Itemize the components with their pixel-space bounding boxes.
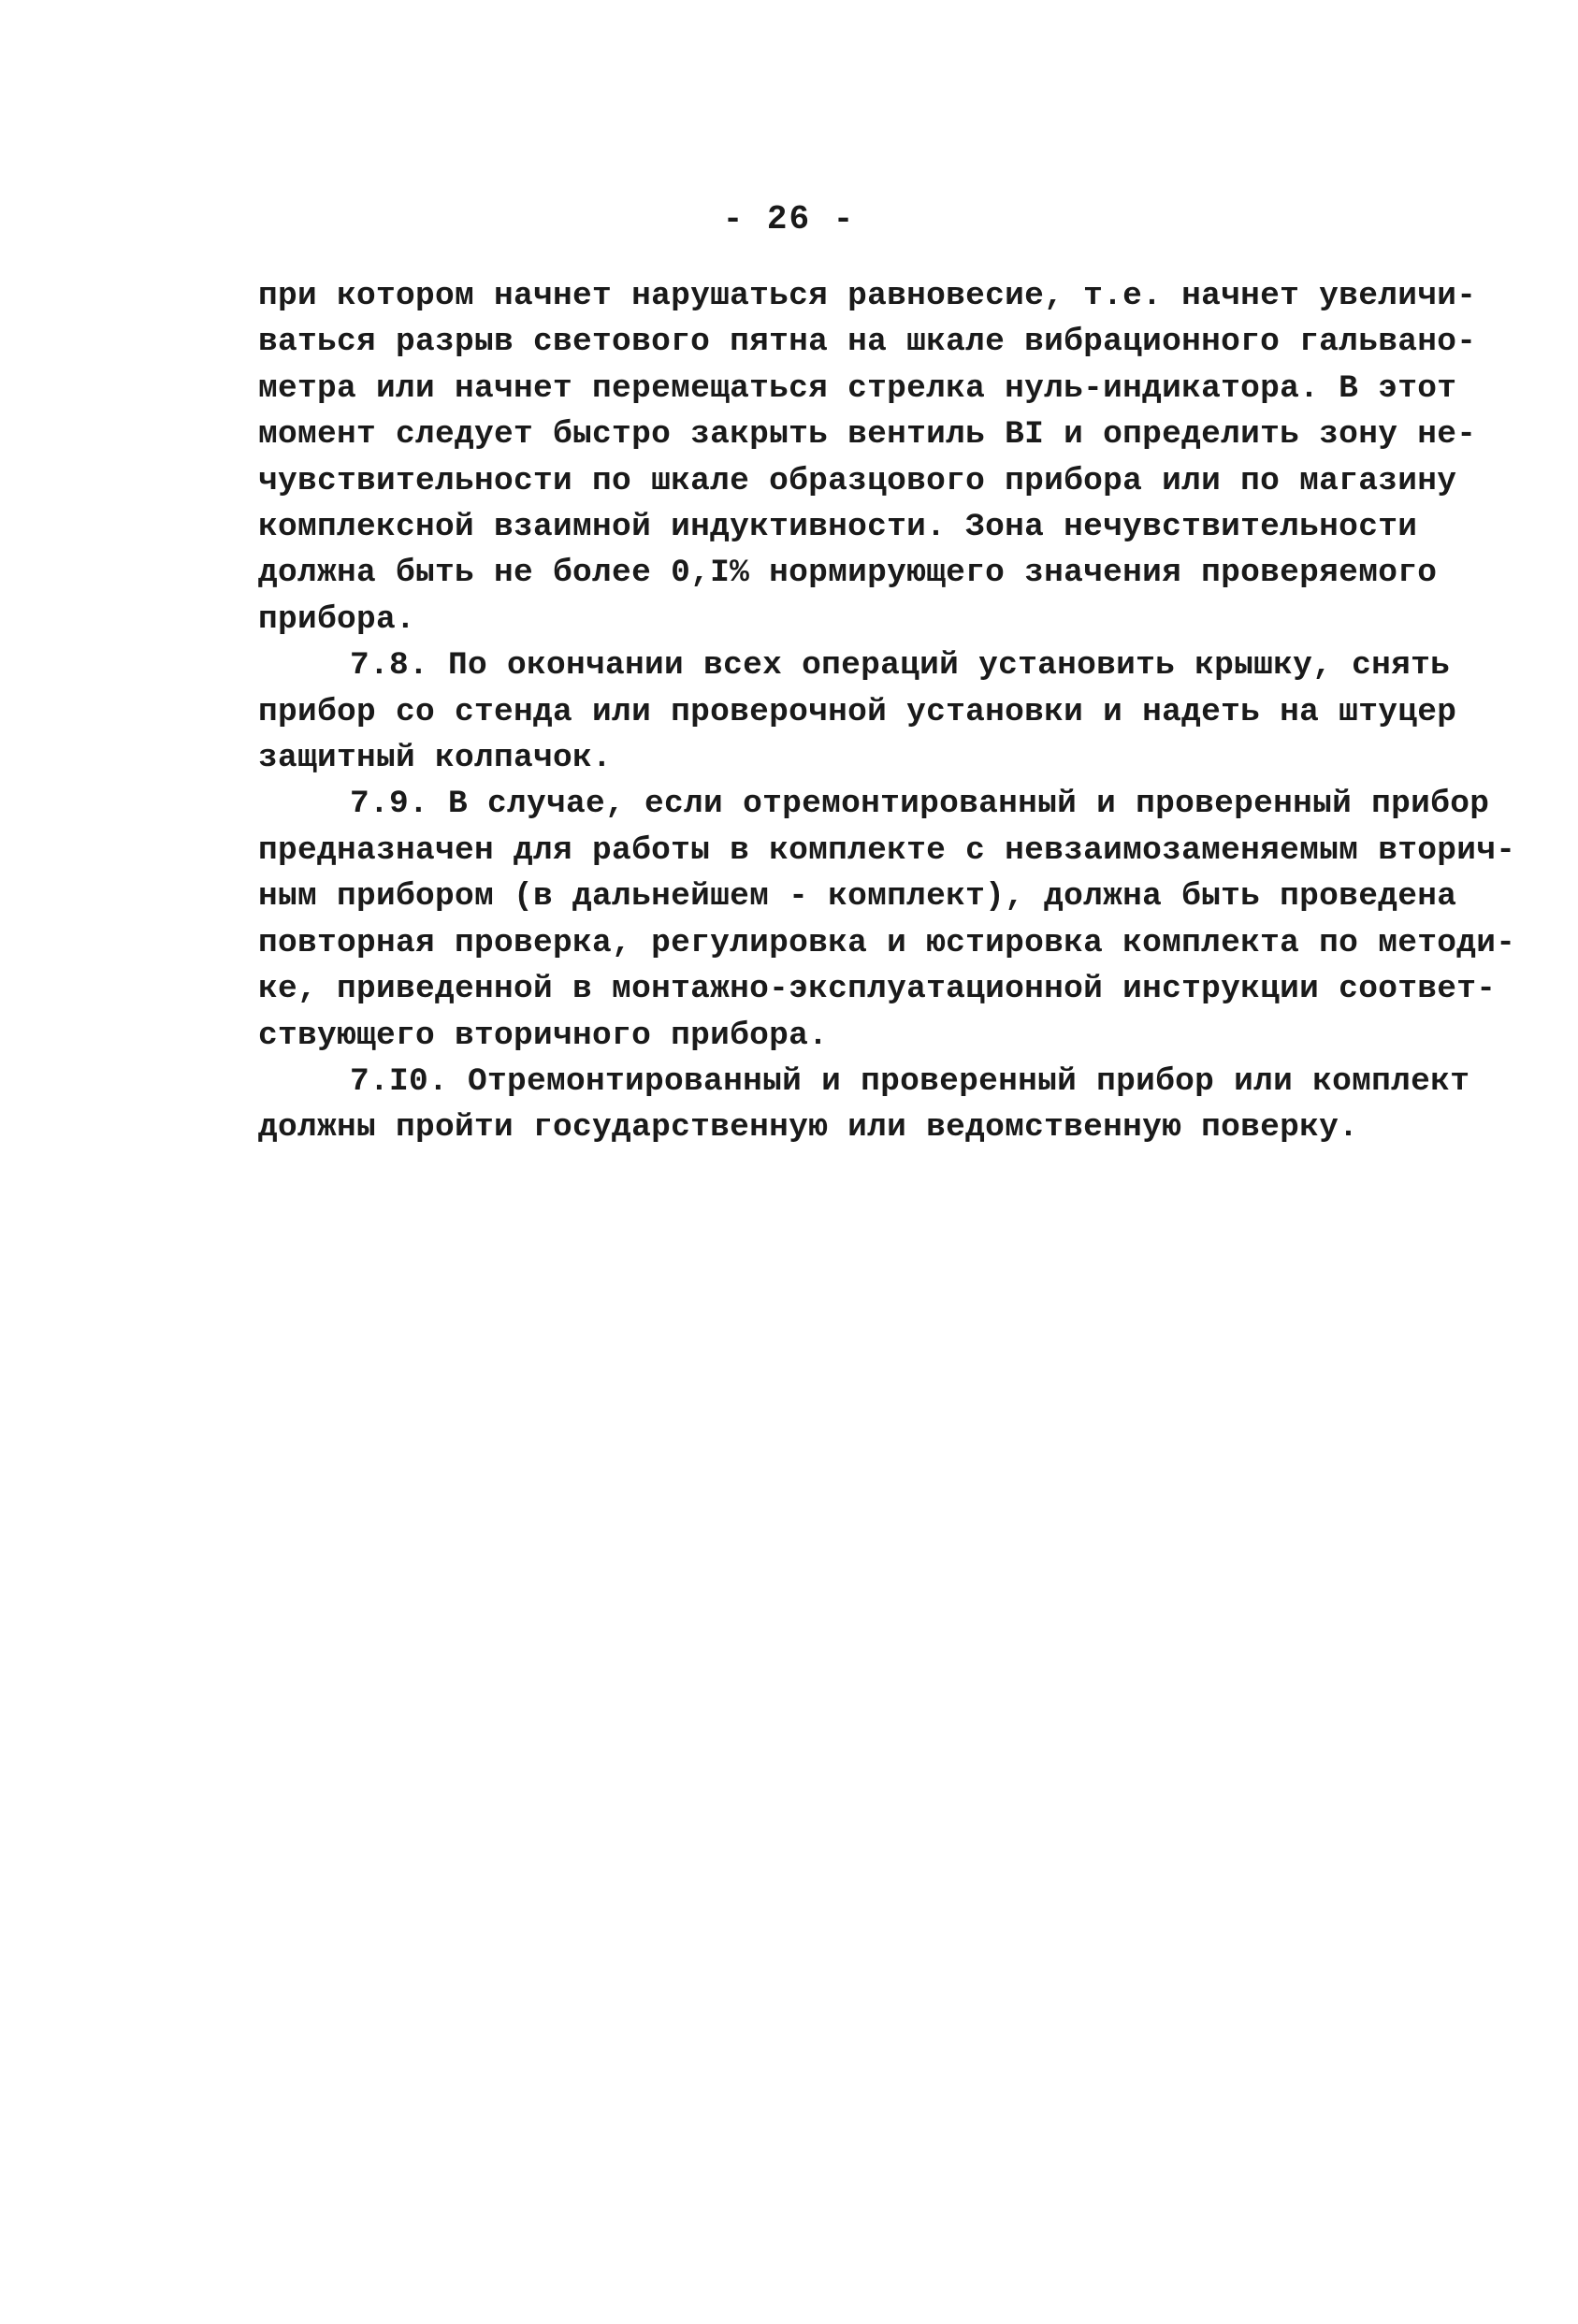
text-line: прибор со стенда или проверочной установки и надеть на штуцер <box>258 693 1457 730</box>
text-line: ваться разрыв светового пятна на шкале вибрационного гальвано- <box>258 324 1477 361</box>
page-number: - 26 - <box>722 200 856 238</box>
text-line: прибора. <box>258 600 416 638</box>
text-line: момент следует быстро закрыть вентиль BI и определить зону не- <box>258 416 1477 454</box>
text-line: чувствительности по шкале образцового прибора или по магазину <box>258 462 1457 499</box>
text-line: метра или начнет перемещаться стрелка нуль-индикатора. В этот <box>258 369 1457 407</box>
text-line: 7.I0. Отремонтированный и проверенный прибор или комплект <box>350 1062 1470 1100</box>
text-line: 7.9. В случае, если отремонтированный и проверенный прибор <box>350 786 1490 823</box>
text-line: при котором начнет нарушаться равновесие, т.е. начнет увеличи- <box>258 278 1477 314</box>
text-line: 7.8. По окончании всех операций установить крышку, снять <box>350 647 1451 685</box>
text-line: ствующего вторичного прибора. <box>258 1017 829 1054</box>
text-line: защитный колпачок. <box>258 740 613 777</box>
body-text <box>258 273 1516 1151</box>
text-line: должна быть не более 0,I% нормирующего значения проверяемого <box>258 555 1438 592</box>
text-line: предназначен для работы в комплекте с невзаимозаменяемым вторич- <box>258 831 1516 869</box>
text-line: ке, приведенной в монтажно-эксплуатационной инструкции соответ- <box>258 971 1497 1008</box>
text-line: комплексной взаимной индуктивности. Зона нечувствительности <box>258 509 1418 546</box>
text-line: ным прибором (в дальнейшем - комплект), должна быть проведена <box>258 878 1457 916</box>
text-line: должны пройти государственную или ведомственную поверку. <box>258 1109 1359 1147</box>
text-line: повторная проверка, регулировка и юстировка комплекта по методи- <box>258 924 1516 961</box>
